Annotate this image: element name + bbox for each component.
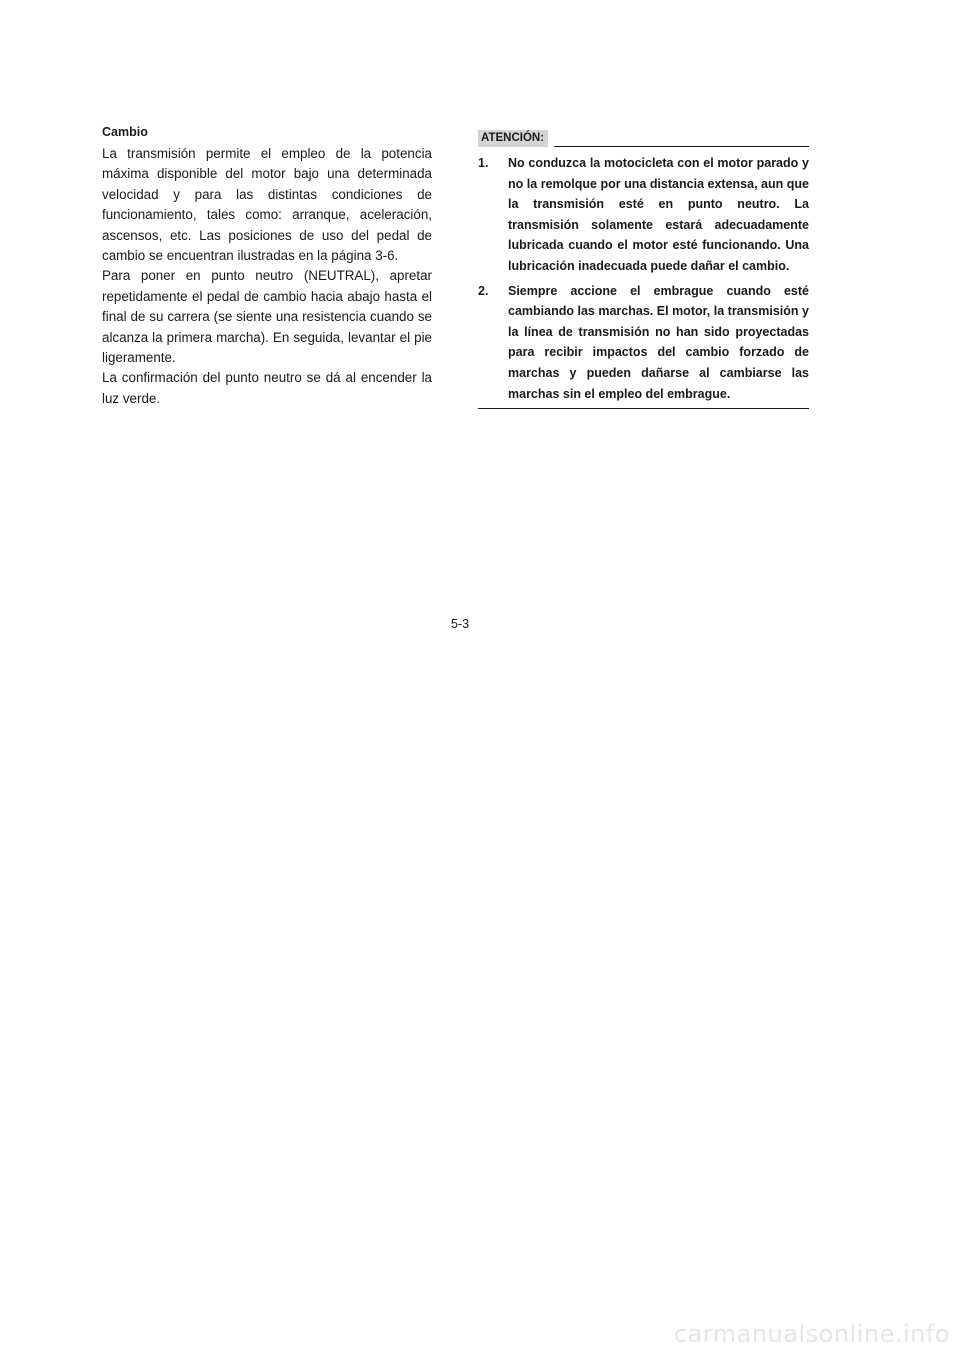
caution-label: ATENCIÓN: [478,130,548,147]
paragraph-neutral-light: La confirmación del punto neutro se dá al encender la luz verde. [102,370,432,406]
caution-top-rule [554,146,809,147]
paragraph-transmission: La transmisión permite el empleo de la potencia máxima disponible del motor bajo una determinada velocidad y para las distintas condiciones de funcionamiento, tales como: arranque, aceleración, ascensos, etc. Las posiciones de uso del pedal de cambio se encuentran ilustradas en la página 3-6. [102,146,432,264]
caution-box [478,127,809,409]
caution-list [478,153,809,404]
caution-bottom-rule [478,408,809,409]
section-body [102,144,432,409]
gearshift-section [102,124,432,409]
caution-header [478,127,809,147]
paragraph-neutral: Para poner en punto neutro (NEUTRAL), apretar repetidamente el pedal de cambio hacia abajo hasta el final de su carrera (se siente una resistencia cuando se alcanza la primera marcha). En seguida, levantar el pie ligeramente. [102,268,432,366]
section-heading: Cambio [102,125,148,139]
caution-item-text: No conduzca la motocicleta con el motor parado y no la remolque por una distancia extensa, aun que la transmisión esté en punto neutro. La transmisión solamente estará adecuadamente lubricada cuando el motor esté funcionando. Una lubricación inadecuada puede dañar el cambio. [508,156,809,273]
caution-item-number: 1. [478,156,489,170]
caution-item [478,153,809,277]
caution-item [478,281,809,405]
caution-item-text: Siempre accione el embrague cuando esté cambiando las marchas. El motor, la transmisión y la línea de transmisión no han sido proyectadas para recibir impactos del cambio forzado de marchas y pueden dañarse al cambiarse las marchas sin el empleo del embrague. [508,283,809,401]
watermark: carmanualsonline.info [673,1320,950,1348]
page-number: 5-3 [450,617,470,631]
caution-item-number: 2. [478,283,489,298]
